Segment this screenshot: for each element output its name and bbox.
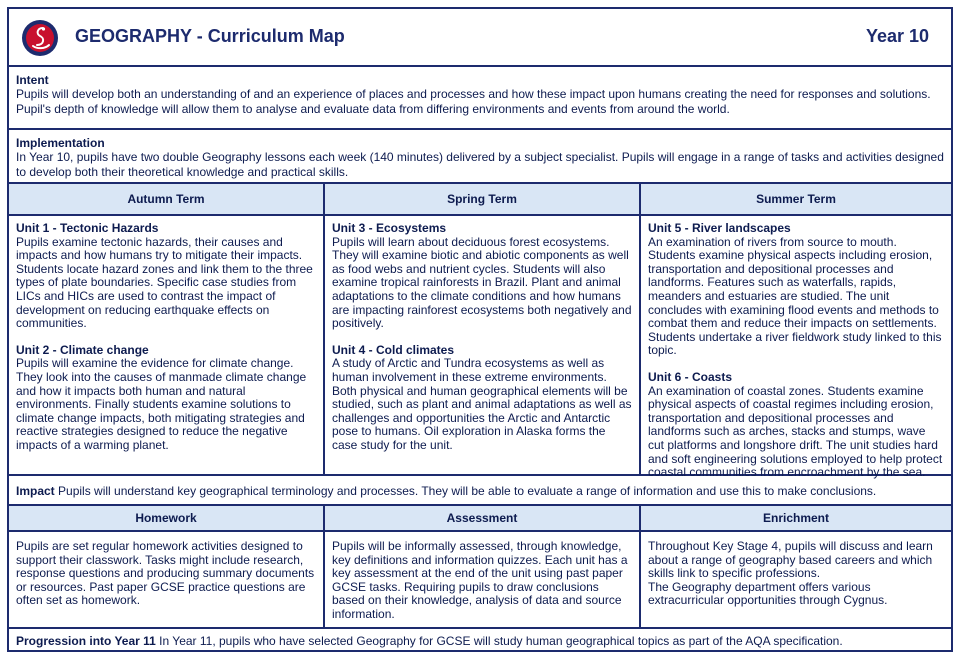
unit-title: Unit 3 - Ecosystems [332, 221, 447, 235]
spring-term-cell [325, 216, 641, 474]
autumn-term-header: Autumn Term [9, 184, 325, 214]
homework-header: Homework [9, 506, 325, 530]
curriculum-map [7, 7, 953, 652]
bottom-contents [9, 532, 951, 629]
page-title: GEOGRAPHY - Curriculum Map [75, 26, 345, 46]
implementation-section [9, 130, 951, 184]
enrichment-text-2: The Geography department offers various extracurricular opportunities through Cygnus. [648, 579, 888, 608]
progression-text: In Year 11, pupils who have selected Geography for GCSE will study human geographical topics as part of the AQA specification. [155, 634, 843, 648]
summer-term-header: Summer Term [756, 192, 836, 206]
assessment-cell: Pupils will be informally assessed, through knowledge, key definitions and information quizzes. Each unit has a key assessment at the end of the unit using past paper GCSE tasks. Requiring pupils to draw conclusions based on their knowledge, analysis of data and source information. [325, 532, 641, 627]
term-contents [9, 216, 951, 480]
unit-block [16, 344, 316, 453]
progression-section [9, 629, 951, 652]
unit-block [648, 222, 944, 358]
unit-text: An examination of rivers from source to mouth. Students examine physical aspects including erosion, transportation and depositional processes and landforms. Features such as waterfalls, rapids, meanders and estuaries are studied. The unit concludes with examining flood events and methods to combat them and reduce their impacts on settlements. Students undertake a river fieldwork study linked to this topic. [648, 234, 942, 358]
unit-title: Unit 6 - Coasts [648, 369, 733, 384]
unit-title: Unit 5 - River landscapes [648, 221, 791, 235]
year-label: Year 10 [865, 26, 929, 46]
unit-text: A study of Arctic and Tundra ecosystems as well as human involvement in these extreme environments. Both physical and human geographical elements will be studied, such as plant and animal adaptations as well as challenges and opportunities the Arctic and Antarctic pose to humans. Oil exploration in Alaska forms the case study for the unit. [332, 356, 632, 452]
impact-heading: Impact [16, 484, 55, 498]
summer-term-cell [641, 216, 951, 480]
progression-heading: Progression into Year 11 [16, 634, 156, 648]
term-headers [9, 184, 951, 216]
spring-term-header: Spring Term [325, 184, 641, 214]
unit-title: Unit 4 - Cold climates [332, 342, 455, 357]
unit-title: Unit 1 - Tectonic Hazards [16, 221, 159, 235]
unit-block [648, 371, 944, 480]
unit-title: Unit 2 - Climate change [16, 342, 149, 357]
impact-section [9, 476, 951, 506]
enrichment-text-1: Throughout Key Stage 4, pupils will discuss and learn about a range of geography based careers and which skills link to specific professions. [648, 539, 933, 581]
unit-text: Pupils will examine the evidence for climate change. They look into the causes of manmade climate change and how it impacts both human and natural environments. Finally students examine solutions to climate change impacts, both mitigating strategies and reactive strategies designed to reduce the negative impacts of a warming planet. [16, 356, 307, 452]
homework-cell: Pupils are set regular homework activities designed to support their classwork. Tasks might include research, response questions and producing summary documents or resources. Past paper GCSE practice questions are often set as homework. [9, 532, 325, 627]
enrichment-cell [641, 532, 951, 627]
implementation-text: In Year 10, pupils have two double Geography lessons each week (140 minutes) delivered by a subject specialist. Pupils will engage in a range of tasks and activities designed to develop both their theoretical knowledge and practical skills. [16, 150, 944, 179]
intent-heading: Intent [16, 73, 49, 87]
unit-text: Pupils examine tectonic hazards, their causes and impacts and how humans try to mitigate their impacts. Students locate hazard zones and link them to the three types of plate boundaries. Specific case studies from LICs and HICs are used to contrast the impact of development on reducing earthquake effects on communities. [16, 234, 313, 331]
intent-text: Pupils will develop both an understanding of and an experience of places and processes and how these impact upon humans creating the need for responses and solutions. Pupil's depth of knowledge will allow them to analyse and evaluate data from differing environments and events from around the world. [16, 87, 931, 116]
unit-block [332, 222, 632, 331]
intent-section [9, 67, 951, 130]
swan-crest-icon [21, 19, 59, 57]
page-header [9, 9, 951, 67]
unit-block [16, 222, 316, 331]
bottom-headers [9, 506, 951, 532]
implementation-heading: Implementation [16, 136, 105, 150]
assessment-header: Assessment [325, 506, 641, 530]
autumn-term-cell [9, 216, 325, 474]
impact-text: Pupils will understand key geographical terminology and processes. They will be able to evaluate a range of information and use this to make conclusions. [54, 484, 877, 498]
unit-text: An examination of coastal zones. Students examine physical aspects of coastal regimes including erosion, transportation and depositional processes and landforms such as arches, stacks and stumps, wave cut platforms and longshore drift. The unit studies hard and soft engineering solutions employed to help protect coastal communities from encroachment by the sea. [648, 383, 943, 480]
enrichment-header: Enrichment [762, 511, 829, 525]
unit-block [332, 344, 632, 453]
unit-text: Pupils will learn about deciduous forest ecosystems. They will examine biotic and abiotic components as well as food webs and nutrient cycles. Students will also examine tropical rainforests in Brazil. Plant and animal adaptations to the climate conditions and how humans are impacting rainforest ecosystems both negatively and positively. [332, 234, 632, 331]
